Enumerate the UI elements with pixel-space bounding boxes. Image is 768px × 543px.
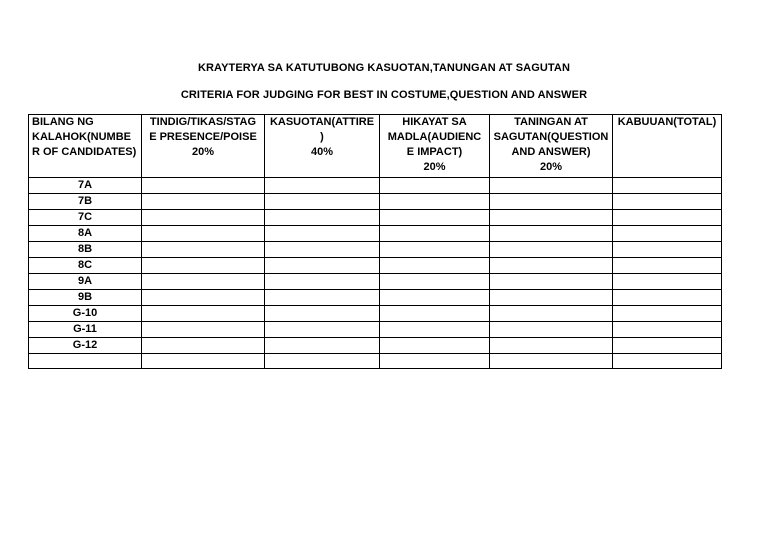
cell[interactable] — [265, 194, 380, 210]
row-label: 8A — [29, 226, 142, 242]
table-row — [29, 322, 722, 338]
cell[interactable] — [380, 258, 490, 274]
row-label: 7A — [29, 178, 142, 194]
document-title: KRAYTERYA SA KATUTUBONG KASUOTAN,TANUNGAN AT SAGUTAN — [197, 62, 571, 74]
cell[interactable] — [380, 210, 490, 226]
cell[interactable] — [265, 210, 380, 226]
cell[interactable] — [490, 194, 613, 210]
cell[interactable] — [265, 226, 380, 242]
cell[interactable] — [380, 306, 490, 322]
table-row — [29, 354, 722, 369]
row-label: G-10 — [29, 306, 142, 322]
cell[interactable] — [265, 354, 380, 369]
cell[interactable] — [380, 354, 490, 369]
cell[interactable] — [380, 194, 490, 210]
cell[interactable] — [490, 258, 613, 274]
cell[interactable] — [265, 178, 380, 194]
cell[interactable] — [613, 210, 722, 226]
cell[interactable] — [265, 290, 380, 306]
table-row — [29, 242, 722, 258]
cell[interactable] — [380, 178, 490, 194]
table-row — [29, 306, 722, 322]
cell[interactable] — [490, 290, 613, 306]
cell[interactable] — [142, 178, 265, 194]
table-row — [29, 258, 722, 274]
cell[interactable] — [490, 226, 613, 242]
cell[interactable] — [613, 354, 722, 369]
cell[interactable] — [490, 322, 613, 338]
row-label — [29, 354, 142, 369]
cell[interactable] — [265, 274, 380, 290]
cell[interactable] — [490, 242, 613, 258]
cell[interactable] — [265, 258, 380, 274]
criteria-table — [28, 114, 722, 369]
cell[interactable] — [490, 274, 613, 290]
table-row — [29, 178, 722, 194]
header-row — [29, 115, 722, 178]
table-row — [29, 338, 722, 354]
cell[interactable] — [142, 322, 265, 338]
cell[interactable] — [613, 338, 722, 354]
table-row — [29, 290, 722, 306]
cell[interactable] — [142, 242, 265, 258]
row-label: G-11 — [29, 322, 142, 338]
row-label: 9A — [29, 274, 142, 290]
cell[interactable] — [613, 258, 722, 274]
cell[interactable] — [613, 194, 722, 210]
cell[interactable] — [613, 322, 722, 338]
table-row — [29, 226, 722, 242]
table-row — [29, 274, 722, 290]
header-audience-impact: HIKAYAT SA MADLA(AUDIENC E IMPACT) 20% — [380, 115, 490, 178]
cell[interactable] — [265, 242, 380, 258]
cell[interactable] — [142, 338, 265, 354]
table-row — [29, 210, 722, 226]
cell[interactable] — [613, 274, 722, 290]
cell[interactable] — [142, 290, 265, 306]
cell[interactable] — [380, 290, 490, 306]
table-row — [29, 194, 722, 210]
cell[interactable] — [613, 306, 722, 322]
header-total: KABUUAN(TOTAL) — [613, 115, 722, 178]
cell[interactable] — [490, 210, 613, 226]
header-question-answer: TANINGAN AT SAGUTAN(QUESTION AND ANSWER) 20% — [490, 115, 613, 178]
cell[interactable] — [613, 242, 722, 258]
cell[interactable] — [380, 338, 490, 354]
cell[interactable] — [613, 290, 722, 306]
cell[interactable] — [265, 306, 380, 322]
row-label: 9B — [29, 290, 142, 306]
row-label: 7C — [29, 210, 142, 226]
cell[interactable] — [613, 226, 722, 242]
row-label: 7B — [29, 194, 142, 210]
cell[interactable] — [490, 178, 613, 194]
cell[interactable] — [142, 210, 265, 226]
cell[interactable] — [380, 226, 490, 242]
header-stage-presence: TINDIG/TIKAS/STAG E PRESENCE/POISE 20% — [142, 115, 265, 178]
cell[interactable] — [142, 258, 265, 274]
cell[interactable] — [613, 178, 722, 194]
cell[interactable] — [142, 194, 265, 210]
cell[interactable] — [380, 242, 490, 258]
cell[interactable] — [265, 338, 380, 354]
cell[interactable] — [142, 226, 265, 242]
cell[interactable] — [490, 338, 613, 354]
cell[interactable] — [142, 354, 265, 369]
cell[interactable] — [142, 274, 265, 290]
cell[interactable] — [265, 322, 380, 338]
cell[interactable] — [490, 354, 613, 369]
header-attire: KASUOTAN(ATTIRE ) 40% — [265, 115, 380, 178]
cell[interactable] — [142, 306, 265, 322]
document-subtitle: CRITERIA FOR JUDGING FOR BEST IN COSTUME,QUESTION AND ANSWER — [180, 89, 588, 101]
cell[interactable] — [490, 306, 613, 322]
cell[interactable] — [380, 322, 490, 338]
row-label: 8B — [29, 242, 142, 258]
header-candidates: BILANG NG KALAHOK(NUMBE R OF CANDIDATES) — [29, 115, 142, 178]
cell[interactable] — [380, 274, 490, 290]
row-label: G-12 — [29, 338, 142, 354]
row-label: 8C — [29, 258, 142, 274]
